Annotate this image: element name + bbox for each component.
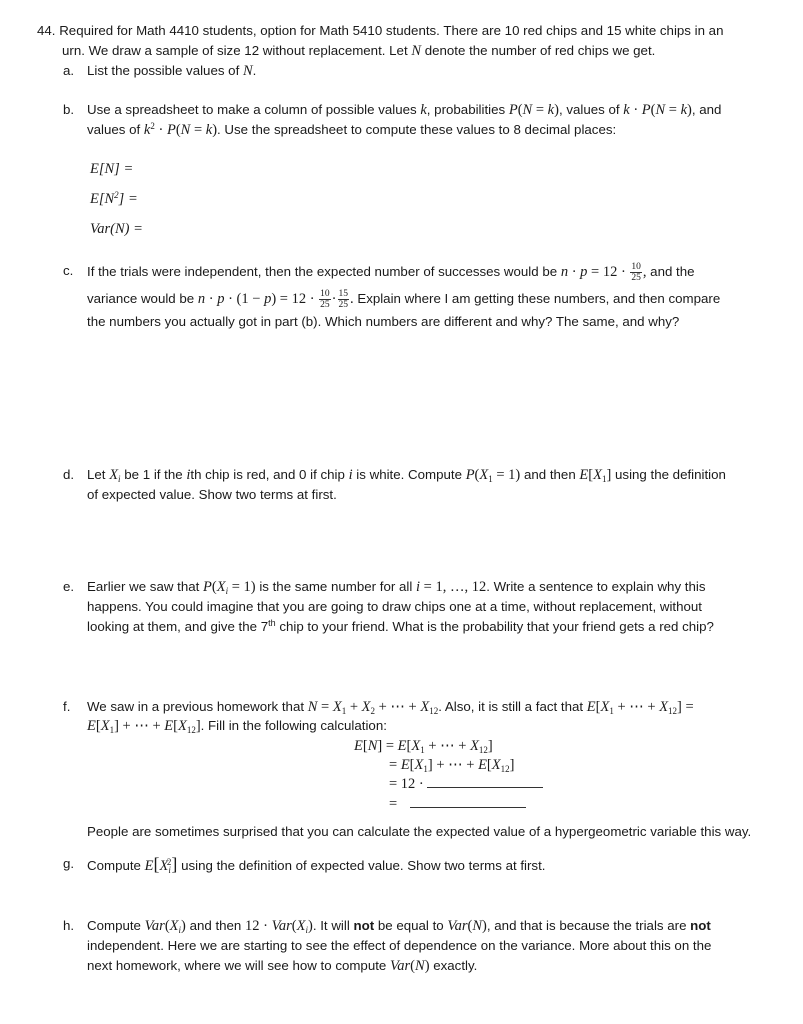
problem-header-line1: 44. Required for Math 4410 students, option for Math 5410 students. There are 10 red chips and 15 white chips in an — [37, 23, 724, 38]
second-moment-prompt: $E[N^2]$ = — [90, 190, 138, 207]
part-h-line3: next homework, where we will see how to compute Var(N) exactly. — [87, 958, 478, 974]
calc-line2: = $E[X_1]$ + ⋯ + $E[X_{12}]$ — [389, 757, 515, 774]
blank-line-1[interactable] — [427, 775, 543, 788]
part-f-label: f. — [63, 699, 71, 714]
part-c-line2: variance would be n · p · (1 − p) = 12 · $\frac{10}{25}$ · $\frac{15}{25}$ . Explain where I am getting these numbers, and then compare — [87, 289, 721, 310]
calc-line1: $E[N] = E[X_1$ + ⋯ + $X_{12}$] — [354, 738, 493, 755]
part-e-label: e. — [63, 579, 75, 594]
part-b-line2: values of $k^2 \cdot P(N = k)$. Use the spreadsheet to compute these values to 8 decimal places: — [87, 121, 617, 138]
expected-value-prompt: E[N] = — [90, 161, 134, 177]
part-f-note: People are sometimes surprised that you can calculate the expected value of a hypergeometric variable this way. — [87, 824, 752, 839]
part-c-line1: If the trials were independent, then the expected number of successes would be n · p = 12 · $\frac{10}{25}$ , and the — [87, 262, 695, 283]
part-g-label: g. — [63, 856, 75, 871]
part-a-label: a. — [63, 63, 75, 78]
part-c-line3: the numbers you actually got in part (b). Which numbers are different and why? The same, and why? — [87, 314, 680, 329]
part-b-label: b. — [63, 102, 75, 117]
part-d-label: d. — [63, 467, 75, 482]
part-e-line2: happens. You could imagine that you are going to draw chips one at a time, without replacement, without — [87, 599, 703, 614]
part-g-text: Compute $E[X_i^2]$ using the definition of expected value. Show two terms at first. — [87, 854, 546, 875]
calc-line3: = 12 · — [389, 775, 543, 793]
part-e-line1: Earlier we saw that $P(X_i = 1)$ is the same number for all i = 1, …, 12. Write a sentence to explain why this — [87, 579, 706, 596]
part-f-line2: $E[X_1]$ + ⋯ + $E[X_{12}]$. Fill in the following calculation: — [87, 718, 387, 735]
calc-line4: = — [389, 795, 526, 813]
part-h-line2: independent. Here we are starting to see the effect of dependence on the variance. More about this on the — [87, 938, 712, 953]
part-a-text: List the possible values of N. — [87, 63, 257, 79]
blank-line-2[interactable] — [410, 795, 526, 808]
part-d-line2: of expected value. Show two terms at first. — [87, 487, 337, 502]
part-d-line1: Let $X_i$ be 1 if the ith chip is red, and 0 if chip i is white. Compute $P(X_1 = 1)$ and then $E[X_1]$ using the definition — [87, 467, 726, 484]
part-c-label: c. — [63, 263, 74, 278]
part-h-label: h. — [63, 918, 75, 933]
part-f-line1: We saw in a previous homework that $N = X_1 + X_2$ + ⋯ + $X_{12}$. Also, it is still a fact that $E[X_1$ + ⋯ + $X_{12}$] = — [87, 699, 694, 716]
part-h-line1: Compute $Var(X_i)$ and then $12 \cdot Var(X_i)$. It will not be equal to Var(N), and that is because the trials are not — [87, 918, 711, 935]
problem-number: 44. — [37, 23, 56, 38]
part-e-line3: looking at them, and give the 7th chip to your friend. What is the probability that your friend gets a red chip? — [87, 618, 714, 634]
part-b-line1: Use a spreadsheet to make a column of possible values k, probabilities P(N = k), values of k · P(N = k), and — [87, 102, 722, 118]
problem-header-line2: urn. We draw a sample of size 12 without replacement. Let N denote the number of red chips we get. — [62, 43, 656, 59]
variance-prompt: Var(N) = — [90, 221, 143, 237]
